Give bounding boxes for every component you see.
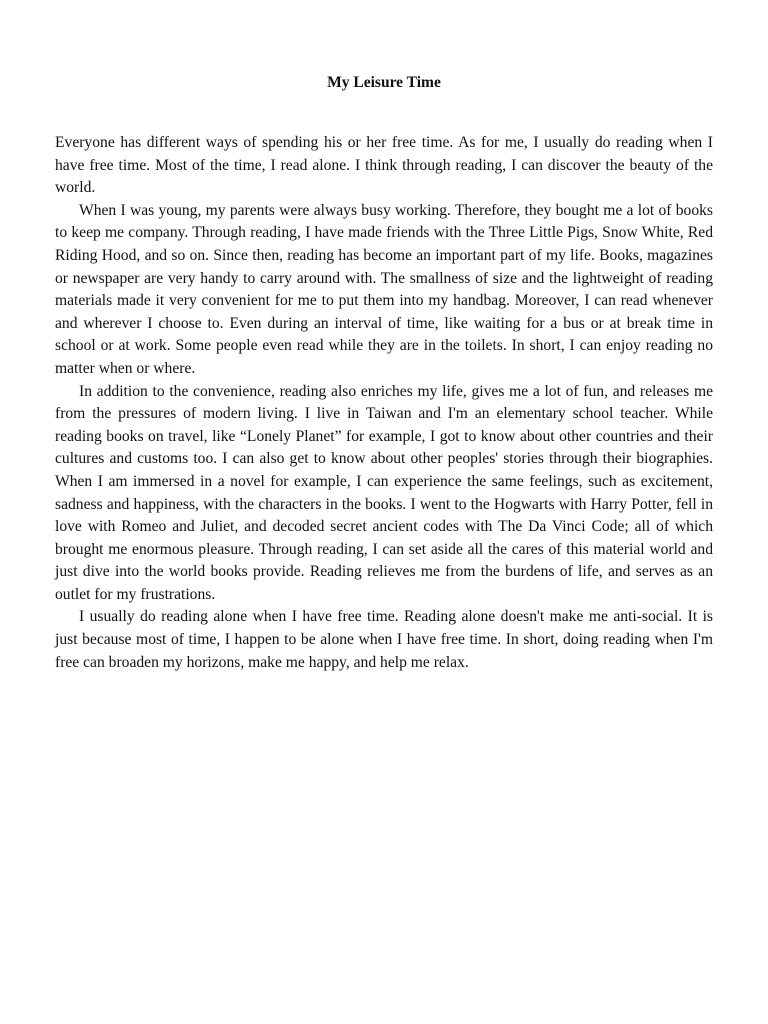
- paragraph-4: I usually do reading alone when I have free time. Reading alone doesn't make me anti-social. It is just because most of time, I happen to be alone when I have free time. In short, doing reading when I'm free can broaden my horizons, make me happy, and help me relax.: [55, 608, 713, 671]
- paragraph-1: Everyone has different ways of spending his or her free time. As for me, I usually do reading when I have free time. Most of the time, I read alone. I think through reading, I can discover the beauty of the world.: [55, 134, 713, 197]
- paragraph-3: In addition to the convenience, reading also enriches my life, gives me a lot of fun, and releases me from the pressures of modern living. I live in Taiwan and I'm an elementary school teacher. While reading books on travel, like “Lonely Planet” for example, I got to know about other countries and their cultures and customs too. I can also get to know about other peoples' stories through their biographies. When I am immersed in a novel for example, I can experience the same feelings, such as excitement, sadness and happiness, with the characters in the books. I went to the Hogwarts with Harry Potter, fell in love with Romeo and Juliet, and decoded secret ancient codes with The Da Vinci Code; all of which brought me enormous pleasure. Through reading, I can set aside all the cares of this material world and just dive into the world books provide. Reading relieves me from the burdens of life, and serves as an outlet for my frustrations.: [55, 382, 713, 603]
- document-title: My Leisure Time: [327, 74, 441, 91]
- document-body: [55, 132, 713, 674]
- paragraph-2: When I was young, my parents were always busy working. Therefore, they bought me a lot of books to keep me company. Through reading, I have made friends with the Three Little Pigs, Snow White, Red Riding Hood, and so on. Since then, reading has become an important part of my life. Books, magazines or newspaper are very handy to carry around with. The smallness of size and the lightweight of reading materials made it very convenient for me to put them into my handbag. Moreover, I can read whenever and wherever I choose to. Even during an interval of time, like waiting for a bus or at break time in school or at work. Some people even read while they are in the toilets. In short, I can enjoy reading no matter when or where.: [55, 201, 713, 377]
